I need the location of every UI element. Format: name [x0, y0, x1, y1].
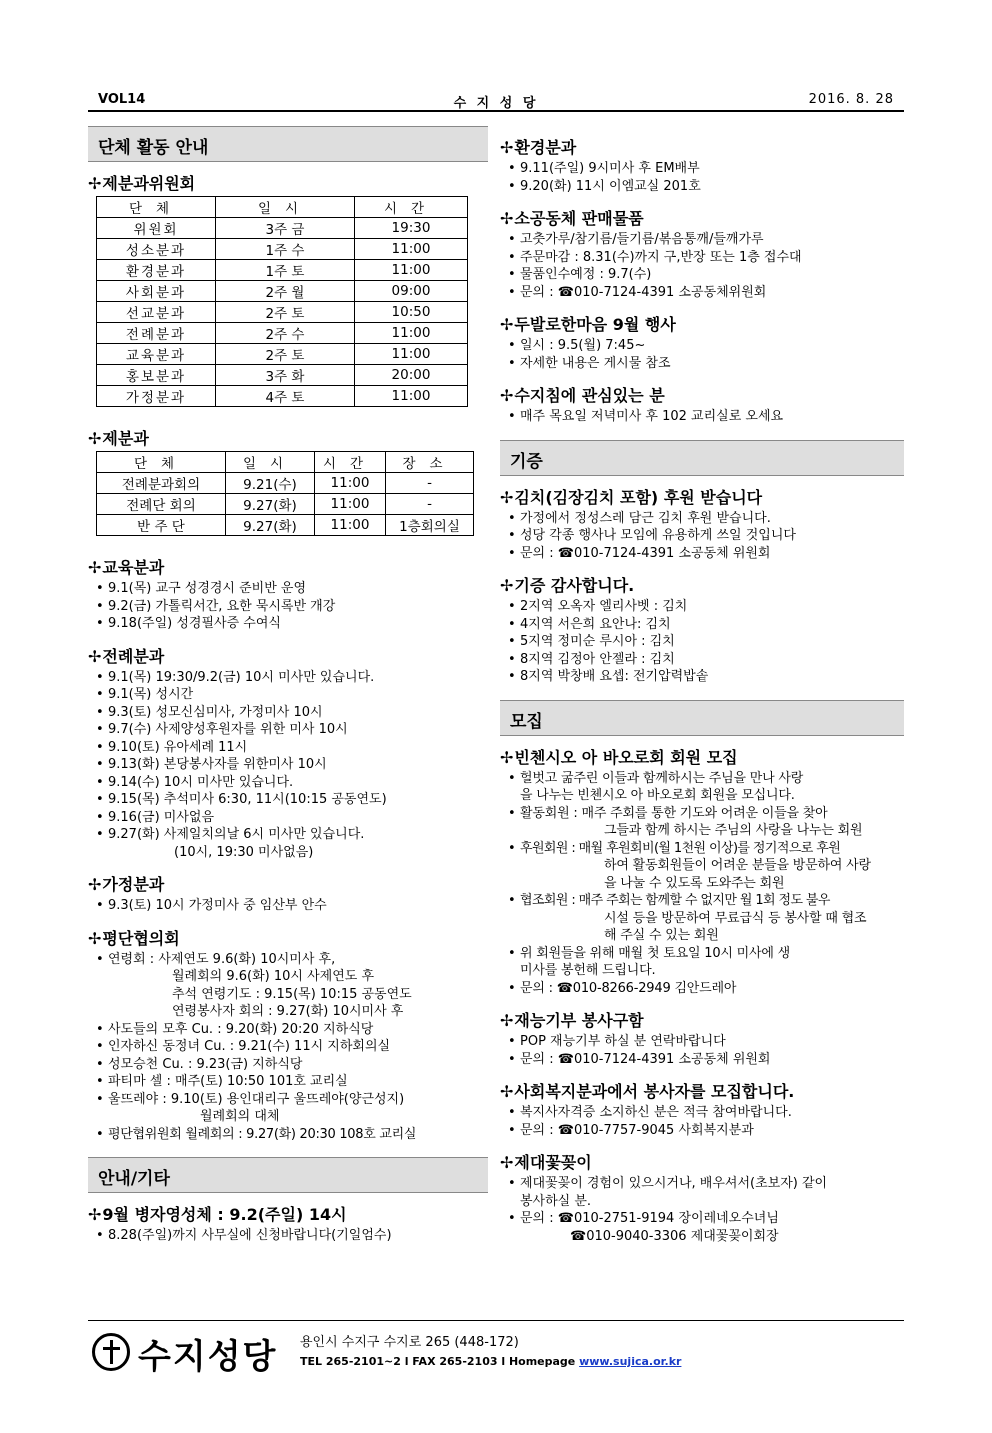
list-item: • 성모승천 Cu. : 9.23(금) 지하식당 — [88, 1056, 488, 1074]
cross-icon: ✢ — [88, 928, 102, 948]
list-item: • 9.16(금) 미사없음 — [88, 809, 488, 827]
table-row — [97, 239, 468, 260]
table-cell: 가정분과 — [97, 386, 216, 407]
liturgy-heading: ✢전례분과 — [88, 646, 165, 666]
list-item: • 9.15(목) 추석미사 6:30, 11시(10:15 공동연도) — [88, 791, 488, 809]
list-item: • 9.14(수) 10시 미사만 있습니다. — [88, 774, 488, 792]
table-cell: 환경분과 — [97, 260, 216, 281]
table-header-row: 단체 일시 시간 — [97, 197, 468, 218]
table-cell: 11:00 — [315, 494, 386, 515]
list-item-continuation: 연령봉사자 회의 : 9.27(화) 10시미사 후 — [172, 1004, 404, 1019]
cross-icon: ✢ — [500, 138, 514, 157]
table-cell: 9.27(화) — [226, 515, 315, 536]
parish-logo — [92, 1329, 292, 1379]
flower-list — [500, 1175, 904, 1245]
table-cell: 사회분과 — [97, 281, 216, 302]
pyeongdan-heading: ✢평단협의회 — [88, 928, 180, 948]
committee-table — [96, 196, 468, 407]
list-item-continuation: 해 주실 수 있는 회원 — [604, 928, 719, 943]
list-item: • 후원회원 : 매월 후원회비(월 1천원 이상)를 정기적으로 후원 — [500, 840, 904, 858]
vincent-list — [500, 770, 904, 998]
sick-list — [88, 1227, 488, 1245]
table-cell: 전례분과회의 — [97, 473, 226, 494]
table-cell: 11:00 — [355, 323, 468, 344]
list-item: • 복지사자격증 소지하신 분은 적극 참여바랍니다. — [500, 1104, 904, 1122]
liturgy-list — [88, 669, 488, 862]
table-cell: 11:00 — [355, 260, 468, 281]
cross-icon: ✢ — [500, 209, 514, 228]
env-heading: ✢환경분과 — [500, 138, 577, 157]
table-row — [97, 323, 468, 344]
homepage-link[interactable]: www.sujica.or.kr — [579, 1355, 682, 1368]
table-row — [97, 218, 468, 239]
list-item: • 제대꽃꽂이 경험이 있으시거나, 배우셔서(초보자) 같이 — [500, 1175, 904, 1193]
list-item: • 4지역 서은희 요안나: 김치 — [500, 616, 904, 634]
page-header — [88, 88, 904, 112]
list-item: • 울뜨레야 : 9.10(토) 용인대리구 울뜨레야(양근성지) — [88, 1091, 488, 1109]
list-item: • 주문마감 : 8.31(수)까지 구,반장 또는 1층 접수대 — [500, 249, 904, 267]
list-item-continuation: 시설 등을 방문하여 무료급식 등 봉사할 때 협조 — [604, 910, 867, 926]
list-item: • 문의 : ☎010-7757-9045 사회복지분과 — [500, 1122, 904, 1140]
right-column — [500, 138, 904, 1259]
committee-heading: ✢제분과위원회 — [88, 174, 196, 193]
jebungwa-table — [96, 451, 474, 536]
list-item-continuation: 그들과 함께 하시는 주님의 사랑을 나누는 회원 — [604, 823, 863, 838]
cross-icon: ✢ — [500, 315, 514, 334]
cross-icon: ✢ — [500, 386, 514, 405]
table-cell: 반 주 단 — [97, 515, 226, 536]
list-item: • 헐벗고 굶주린 이들과 함께하시는 주님을 만나 사랑 — [500, 770, 904, 788]
list-item: • 물품인수예정 : 9.7(수) — [500, 266, 904, 284]
cross-icon: ✢ — [500, 1082, 514, 1101]
table-cell: 2주 토 — [216, 344, 355, 365]
table-cell: - — [386, 473, 474, 494]
table-cell: 홍보분과 — [97, 365, 216, 386]
list-item: • 8지역 박창배 요셉: 전기압력밥솥 — [500, 668, 904, 686]
welfare-list — [500, 1104, 904, 1139]
table-cell: 11:00 — [355, 344, 468, 365]
section-group-activities: 단체 활동 안내 — [88, 126, 488, 162]
talent-list — [500, 1033, 904, 1068]
table-cell: 20:00 — [355, 365, 468, 386]
list-item: • 활동회원 : 매주 주회를 통한 기도와 어려운 이들을 찾아 — [500, 805, 904, 823]
list-item: • 문의 : ☎010-7124-4391 소공동체 위원회 — [500, 1051, 904, 1069]
list-item: • 9.20(화) 11시 이엠교실 201호 — [500, 178, 904, 196]
table-cell: 3주 화 — [216, 365, 355, 386]
table-row — [97, 386, 468, 407]
table-cell: 전례분과 — [97, 323, 216, 344]
list-item: • 문의 : ☎010-7124-4391 소공동체 위원회 — [500, 545, 904, 563]
table-cell: 위원회 — [97, 218, 216, 239]
table-cell: 10:50 — [355, 302, 468, 323]
list-item: • 인자하신 동정녀 Cu. : 9.21(수) 11시 지하회의실 — [88, 1038, 488, 1056]
list-item-continuation: 하여 활동회원들이 어려운 분들을 방문하여 사랑 — [604, 858, 871, 873]
table-cell: 09:00 — [355, 281, 468, 302]
cross-emblem-icon — [92, 1333, 130, 1371]
list-item: • 매주 목요일 저녁미사 후 102 교리실로 오세요 — [500, 408, 904, 426]
parish-title: 수 지 성 당 — [453, 96, 539, 111]
list-item: • 파티마 셀 : 매주(토) 10:50 101호 교리실 — [88, 1073, 488, 1091]
list-item: • 8지역 김정아 안젤라 : 김치 — [500, 651, 904, 669]
env-list — [500, 160, 904, 195]
sales-heading: ✢소공동체 판매물품 — [500, 209, 644, 228]
cross-icon: ✢ — [500, 576, 514, 595]
list-item: • 8.28(주일)까지 사무실에 신청바랍니다(기일엄수) — [88, 1227, 488, 1245]
list-item: • 9.18(주일) 성경필사증 수여식 — [88, 615, 488, 633]
list-item: • 9.27(화) 사제일치의날 6시 미사만 있습니다. — [88, 826, 488, 844]
list-item: • 5지역 정미순 루시아 : 김치 — [500, 633, 904, 651]
table-cell: 2주 토 — [216, 302, 355, 323]
list-item: • 위 회원들을 위해 매월 첫 토요일 10시 미사에 생 — [500, 945, 904, 963]
table-row — [97, 473, 474, 494]
list-item-continuation: 을 나눌 수 있도록 도와주는 회원 — [604, 875, 785, 891]
sales-list — [500, 231, 904, 301]
list-item-continuation: 봉사하실 분. — [520, 1193, 592, 1209]
sick-communion-heading: ✢9월 병자영성체 : 9.2(주일) 14시 — [88, 1205, 347, 1224]
list-item: • 9.1(목) 성시간 — [88, 686, 488, 704]
list-item: • 문의 : ☎010-7124-4391 소공동체위원회 — [500, 284, 904, 302]
list-item: • 9.11(주일) 9시미사 후 EM배부 — [500, 160, 904, 178]
vincent-heading: ✢빈첸시오 아 바오로회 회원 모집 — [500, 747, 738, 767]
dubal-heading: ✢두발로한마음 9월 행사 — [500, 315, 676, 334]
list-item: • POP 재능기부 하실 분 연락바랍니다 — [500, 1033, 904, 1051]
issue-date: 2016. 8. 28 — [808, 92, 894, 107]
table-cell: 교육분과 — [97, 344, 216, 365]
table-cell: 4주 토 — [216, 386, 355, 407]
list-item-continuation: 월례회의 9.6(화) 10시 사제연도 후 — [172, 969, 375, 984]
cross-icon: ✢ — [88, 174, 102, 193]
table-row — [97, 515, 474, 536]
cross-icon: ✢ — [88, 558, 102, 577]
cross-icon: ✢ — [500, 1011, 514, 1030]
table-row — [97, 302, 468, 323]
list-item: • 자세한 내용은 게시물 참조 — [500, 355, 904, 373]
page-footer — [88, 1320, 904, 1391]
table-cell: 3주 금 — [216, 218, 355, 239]
list-item-continuation: ☎010-9040-3306 제대꽃꽂이회장 — [570, 1228, 779, 1244]
list-item: • 9.10(토) 유아세례 11시 — [88, 739, 488, 757]
table-cell: 1층회의실 — [386, 515, 474, 536]
table-cell: 19:30 — [355, 218, 468, 239]
table-cell: 9.21(수) — [226, 473, 315, 494]
cross-icon: ✢ — [88, 1205, 102, 1224]
welfare-heading: ✢사회복지분과에서 봉사자를 모집합니다. — [500, 1082, 795, 1101]
pyeongdan-list — [88, 951, 488, 1144]
list-item-continuation: 추석 연령기도 : 9.15(목) 10:15 공동연도 — [172, 986, 412, 1002]
education-list — [88, 580, 488, 633]
section-recruit: 모집 — [500, 700, 904, 736]
table-row — [97, 344, 468, 365]
left-column — [88, 126, 488, 1259]
family-heading: ✢가정분과 — [88, 875, 165, 894]
table-cell: 9.27(화) — [226, 494, 315, 515]
section-donation: 기증 — [500, 440, 904, 476]
list-item: • 9.7(수) 사제양성후원자를 위한 미사 10시 — [88, 721, 488, 739]
list-item: • 가정에서 정성스레 담근 김치 후원 받습니다. — [500, 510, 904, 528]
list-item: • 연령회 : 사제연도 9.6(화) 10시미사 후, — [88, 951, 488, 969]
table-cell: 전례단 회의 — [97, 494, 226, 515]
list-item: • 9.2(금) 가톨릭서간, 요한 묵시록반 개강 — [88, 598, 488, 616]
jebungwa-heading: ✢제분과 — [88, 429, 149, 448]
education-heading: ✢교육분과 — [88, 558, 165, 577]
list-item: • 9.13(화) 본당봉사자를 위한미사 10시 — [88, 756, 488, 774]
table-cell: 1주 수 — [216, 239, 355, 260]
logo-text: 수지성당 — [138, 1337, 278, 1377]
list-item: • 협조회원 : 매주 주회는 함께할 수 없지만 월 1회 정도 불우 — [500, 892, 904, 910]
list-item-continuation: 을 나누는 빈첸시오 아 바오로회 회원을 모십니다. — [520, 788, 795, 803]
kimchi-list — [500, 510, 904, 563]
list-item: • 문의 : ☎010-8266-2949 김안드레아 — [500, 980, 904, 998]
table-cell: 성소분과 — [97, 239, 216, 260]
dubal-list — [500, 337, 904, 372]
table-cell: 2주 월 — [216, 281, 355, 302]
suji-list — [500, 408, 904, 426]
section-notice: 안내/기타 — [88, 1157, 488, 1193]
list-item: • 고춧가루/참기름/들기름/볶음통깨/들깨가루 — [500, 231, 904, 249]
table-row — [97, 260, 468, 281]
table-cell: 11:00 — [355, 239, 468, 260]
list-item-continuation: 미사를 봉헌해 드립니다. — [520, 963, 656, 978]
address: 용인시 수지구 수지로 265 (448-172) — [300, 1335, 519, 1350]
list-item: • 평단협위원회 월례회의 : 9.27(화) 20:30 108호 교리실 — [88, 1126, 488, 1144]
suji-heading: ✢수지침에 관심있는 분 — [500, 386, 665, 405]
list-item: • 성당 각종 행사나 모임에 유용하게 쓰일 것입니다 — [500, 527, 904, 545]
list-item: • 2지역 오옥자 엘리사벳 : 김치 — [500, 598, 904, 616]
list-item: • 9.3(토) 10시 가정미사 중 임산부 안수 — [88, 897, 488, 915]
thanks-heading: ✢기증 감사합니다. — [500, 576, 635, 595]
table-cell: 선교분과 — [97, 302, 216, 323]
bulletin-page — [88, 88, 904, 1388]
volume-label: VOL14 — [98, 92, 146, 107]
table-cell: 1주 토 — [216, 260, 355, 281]
list-item: • 문의 : ☎010-2751-9194 장이레네오수녀님 — [500, 1210, 904, 1228]
cross-icon: ✢ — [88, 875, 102, 894]
list-item: • 사도들의 모후 Cu. : 9.20(화) 20:20 지하식당 — [88, 1021, 488, 1039]
contact-line: TEL 265-2101~2 l FAX 265-2103 l Homepage www.sujica.or.kr — [300, 1355, 682, 1368]
cross-icon: ✢ — [88, 429, 102, 448]
table-header-row: 단체 일시 시간 장소 — [97, 452, 474, 473]
list-item: • 일시 : 9.5(월) 7:45~ — [500, 337, 904, 355]
thanks-list — [500, 598, 904, 686]
cross-icon: ✢ — [500, 487, 514, 507]
list-item: • 9.1(목) 19:30/9.2(금) 10시 미사만 있습니다. — [88, 669, 488, 687]
family-list — [88, 897, 488, 915]
kimchi-heading: ✢김치(김장김치 포함) 후원 받습니다 — [500, 487, 763, 507]
cross-icon: ✢ — [88, 646, 102, 666]
table-row — [97, 365, 468, 386]
table-cell: 11:00 — [315, 473, 386, 494]
cross-icon: ✢ — [500, 1153, 514, 1172]
flower-heading: ✢제대꽃꽂이 — [500, 1153, 592, 1172]
list-item-continuation: (10시, 19:30 미사없음) — [174, 844, 314, 860]
talent-heading: ✢재능기부 봉사구함 — [500, 1011, 644, 1030]
list-item: • 9.1(목) 교구 성경경시 준비반 운영 — [88, 580, 488, 598]
table-cell: 2주 수 — [216, 323, 355, 344]
table-cell: - — [386, 494, 474, 515]
list-item: • 9.3(토) 성모신심미사, 가정미사 10시 — [88, 704, 488, 722]
table-cell: 11:00 — [355, 386, 468, 407]
table-cell: 11:00 — [315, 515, 386, 536]
cross-icon: ✢ — [500, 747, 514, 767]
table-row — [97, 281, 468, 302]
list-item-continuation: 월례회의 대체 — [200, 1109, 280, 1124]
table-row — [97, 494, 474, 515]
